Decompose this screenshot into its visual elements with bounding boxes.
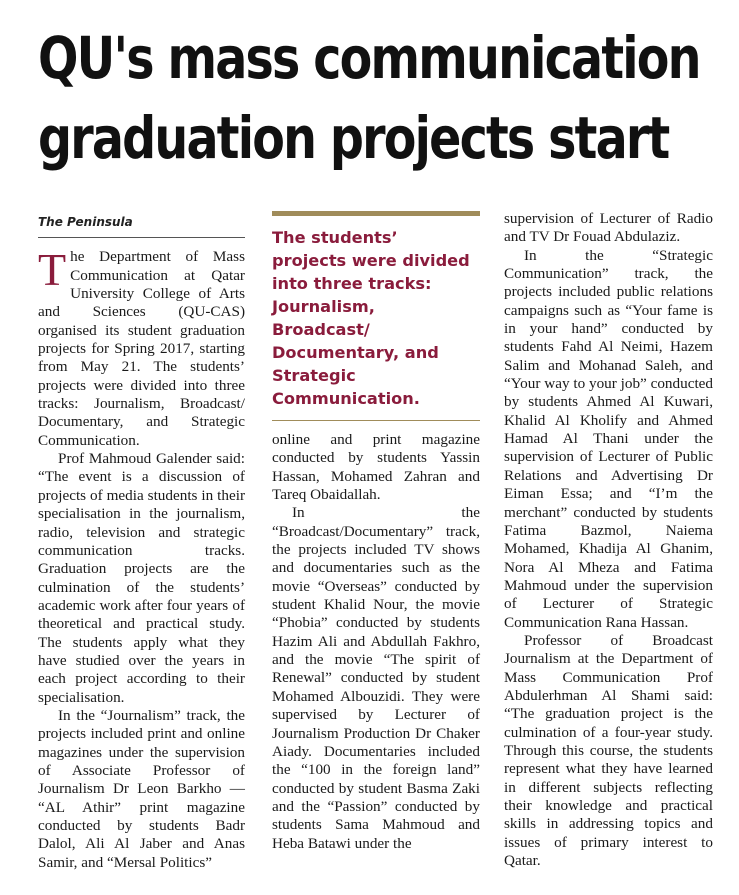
byline: The Peninsula bbox=[38, 210, 245, 238]
drop-cap: T bbox=[38, 244, 67, 296]
article-column-3 bbox=[504, 210, 713, 870]
paragraph-1-text: he Department of Mass Communication at Qatar University College of Arts and Sciences (QU-CAS) organised its student graduation projects for Spring 2017, starting from May 21. The students’ projects were divided into three tracks: Journalism, Broadcast/ Documentary, and Strategic Communication. bbox=[38, 248, 245, 449]
headline-line-2: graduation projects start bbox=[38, 104, 669, 172]
headline bbox=[38, 18, 700, 178]
article-column-1 bbox=[38, 210, 245, 872]
article-paragraph-6: supervision of Lecturer of Radio and TV Dr Fouad Abdulaziz. bbox=[504, 210, 713, 246]
headline-line-1: QU's mass communication bbox=[38, 24, 700, 92]
article-paragraph-7: In the “Strategic Communication” track, the projects included public relations campaigns such as “Your fame is in your hand” conducted by students Fahd Al Neimi, Hazem Salim and Mohanad Saleh, and “Your way to your job” conducted by students Ahmed Al Kuwari, Khalid Al Kholify and Ahmed Hamad Al Thani under the supervision of Lecturer of Public Relations and Advertising Dr Eiman Essa; and “I’m the merchant” conducted by students Fatima Bazmol, Naiema Mohamed, Khadija Al Ghanim, Nora Al Mheza and Fatima Mahmoud under the supervision of Lecturer of Strategic Communication Rana Hassan. bbox=[504, 246, 713, 631]
article-paragraph-4: online and print magazine conducted by students Yassin Hassan, Mohamed Zahran and Tareq Obaidallah. bbox=[272, 431, 480, 504]
article-column-2 bbox=[272, 210, 480, 853]
pullquote-bottom-rule bbox=[272, 420, 480, 421]
pullquote: The students’ projects were divided into three tracks: Journalism, Broadcast/ Documentary, and Strategic Communication. bbox=[272, 228, 470, 408]
article-paragraph-2: Prof Mahmoud Galender said: “The event is a discussion of projects of media students in their specialisation in the journalism, radio, television and strategic communication tracks. Graduation projects are the culmination of the students’ academic work after four years of theoretical and practical study. The students apply what they have studied over the years in each project according to their specialisation. bbox=[38, 450, 245, 706]
article-paragraph-1 bbox=[38, 244, 245, 450]
article-paragraph-8: Professor of Broadcast Journalism at the Department of Mass Communication Prof Abdulerhman Al Shami said: “The graduation project is the culmination of a four-year study. Through this course, the students represent what they have learned in different subjects reflecting their knowledge and practical skills in addressing topics and issues of primary interest to Qatar. bbox=[504, 631, 713, 870]
article-paragraph-3: In the “Journalism” track, the projects included print and online magazines under the supervision of Associate Professor of Journalism Dr Leon Barkho — “AL Athir” print magazine conducted by students Badr Dalol, Ali Al Jaber and Anas Samir, and “Mersal Politics” bbox=[38, 706, 245, 871]
article-paragraph-5: In the “Broadcast/Documentary” track, the projects included TV shows and documentaries such as the movie “Overseas” conducted by student Khalid Nour, the movie “Phobia” conducted by students Hazim Ali and Abdullah Fakhro, and the movie “The spirit of Renewal” conducted by student Mohamed Albouzidi. They were supervised by Lecturer of Journalism Production Dr Chaker Aiady. Documentaries included the “100 in the foreign land” conducted by student Basma Zaki and the “Passion” conducted by students Sama Mahmoud and Heba Batawi under the bbox=[272, 504, 480, 852]
pullquote-top-rule bbox=[272, 211, 480, 216]
